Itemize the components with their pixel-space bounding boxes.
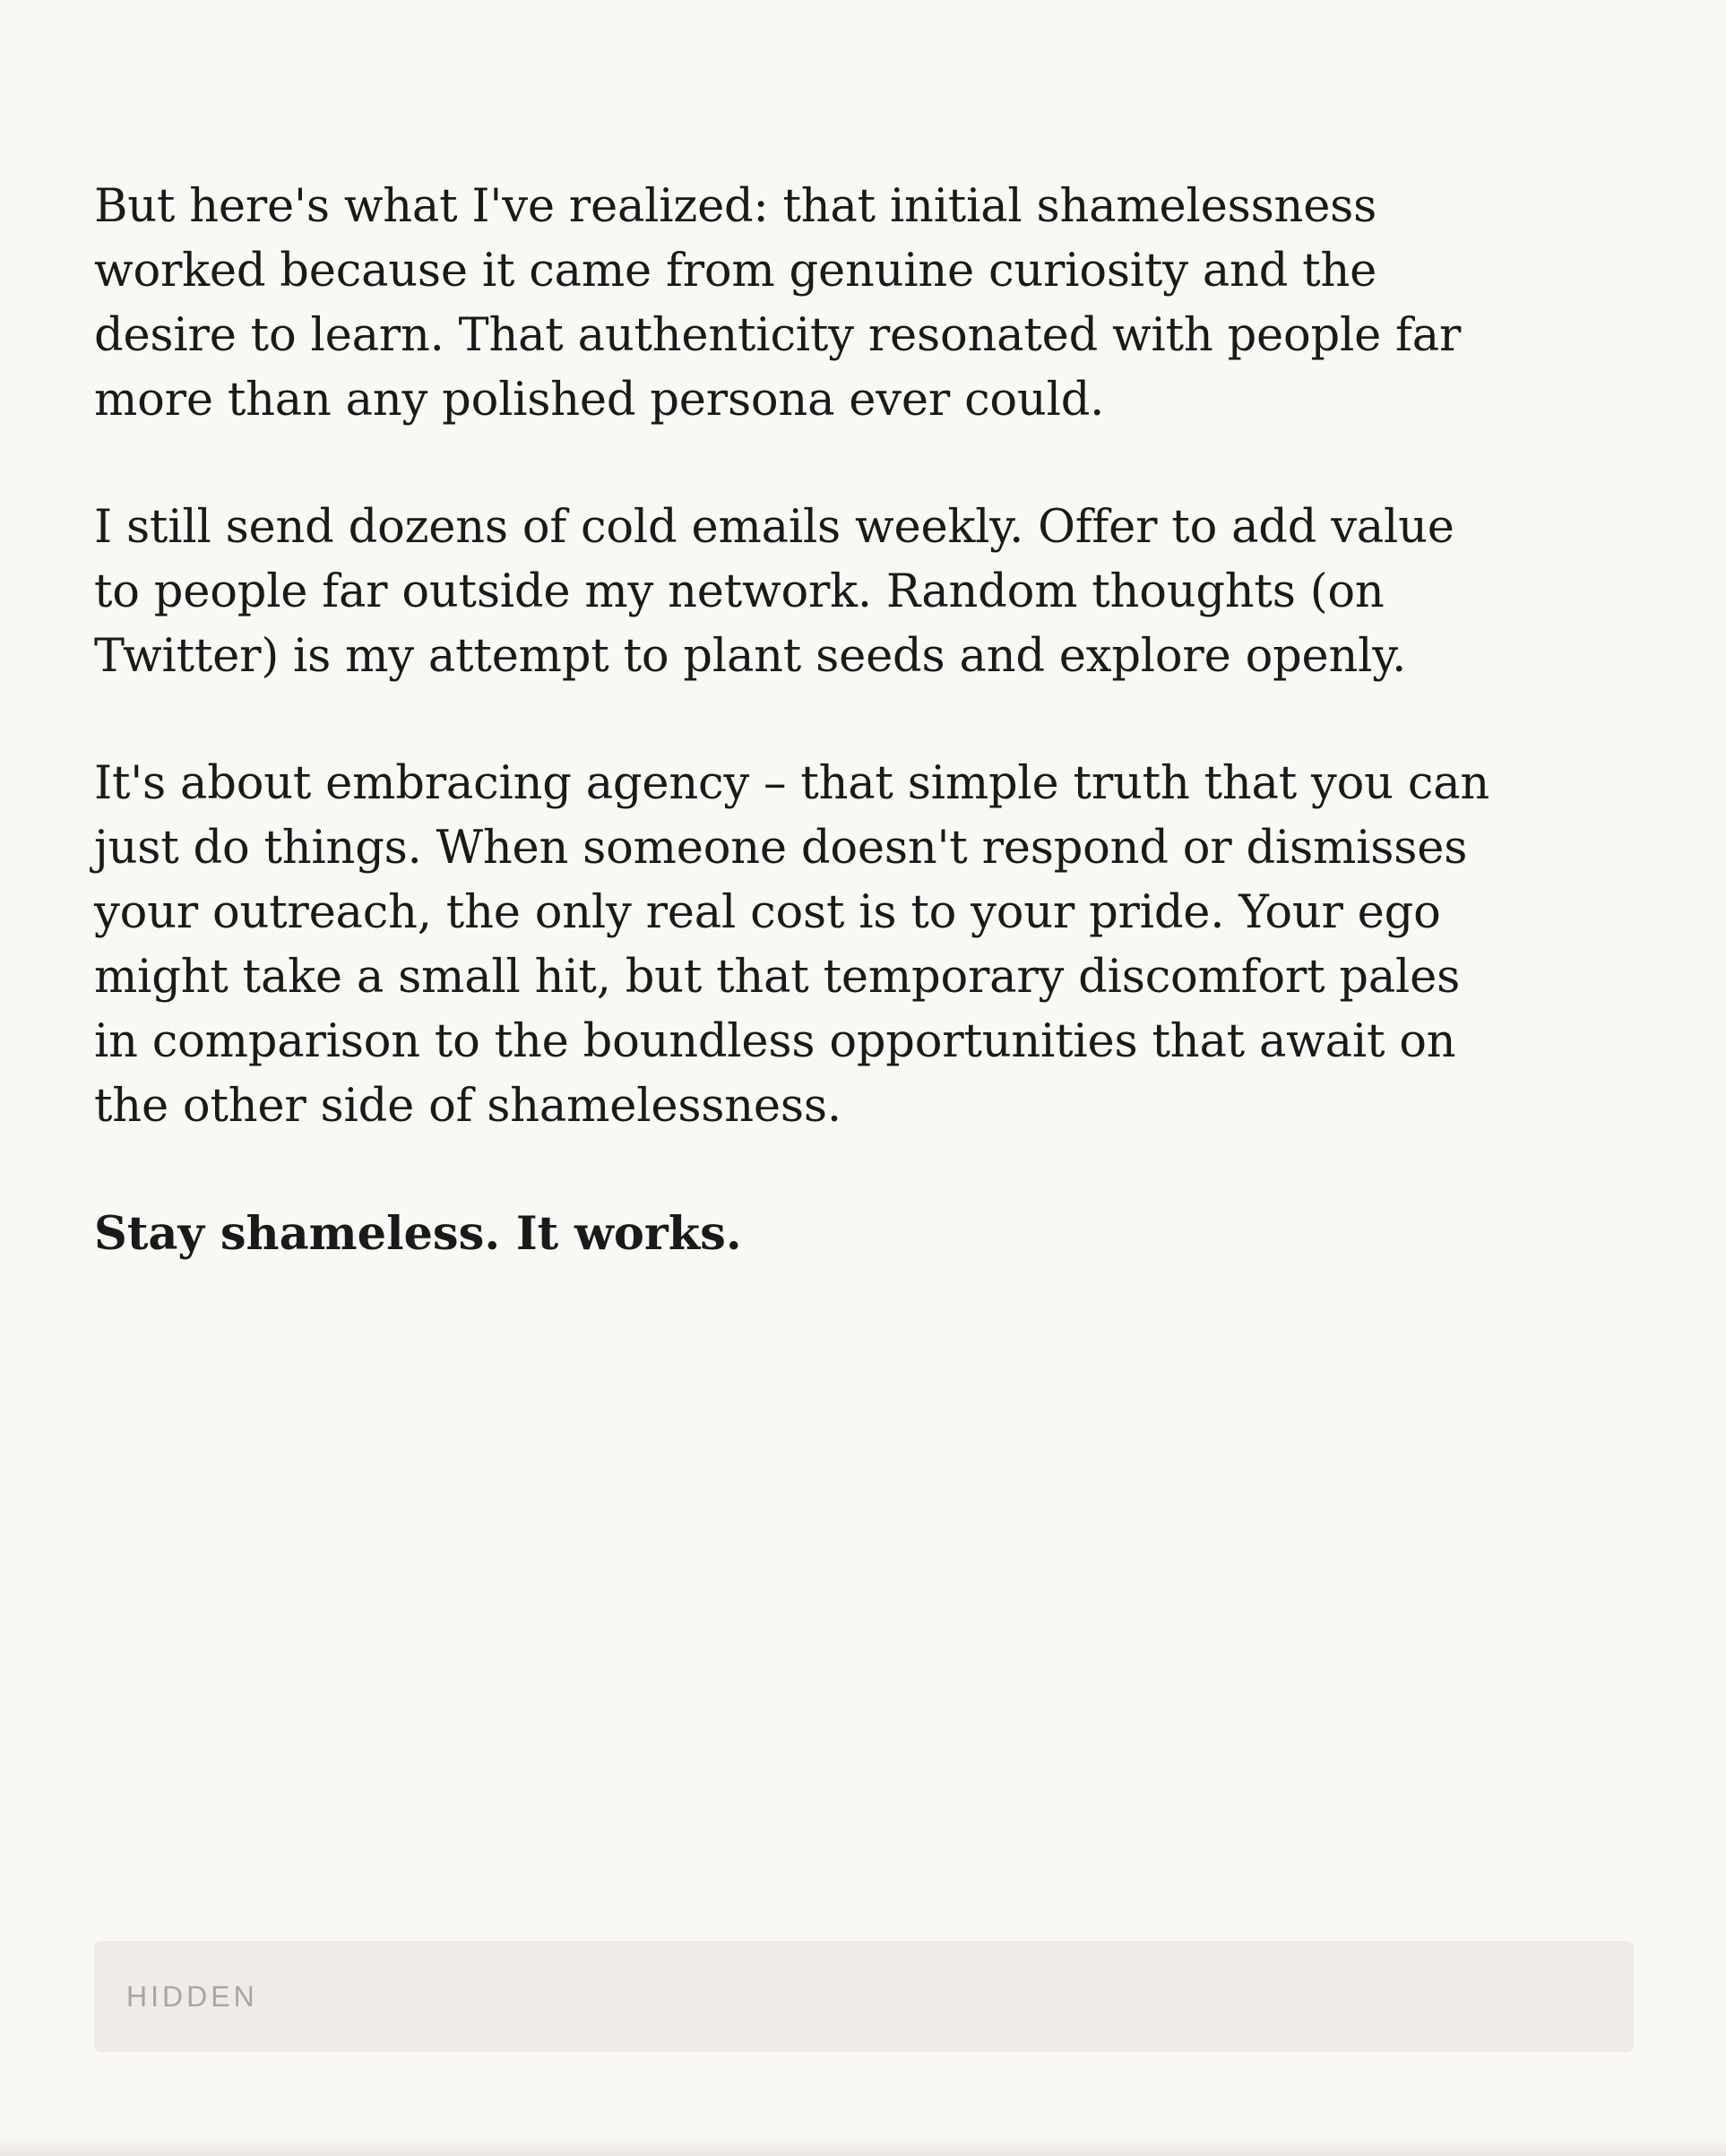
paragraph: But here's what I've realized: that initial shamelessness worked because it came from genuine curiosity and the desire to learn. That authenticity resonated with people far more than any polished persona ever could. <box>94 180 1462 427</box>
hidden-section[interactable] <box>94 1941 1634 2052</box>
bottom-edge-shadow <box>0 2134 1726 2156</box>
article-body <box>94 175 1492 1266</box>
closing-line: Stay shameless. It works. <box>94 1207 742 1261</box>
paragraph: It's about embracing agency – that simple truth that you can just do things. When someone doesn't respond or dismisses your outreach, the only real cost is to your pride. Your ego might take a small hit, but that temporary discomfort pales in comparison to the boundless opportunities that await on the other side of shamelessness. <box>94 757 1490 1133</box>
hidden-label: HIDDEN <box>126 1979 258 2013</box>
paragraph: I still send dozens of cold emails weekly. Offer to add value to people far outside my network. Random thoughts (on Twitter) is my attempt to plant seeds and explore openly. <box>94 501 1454 683</box>
